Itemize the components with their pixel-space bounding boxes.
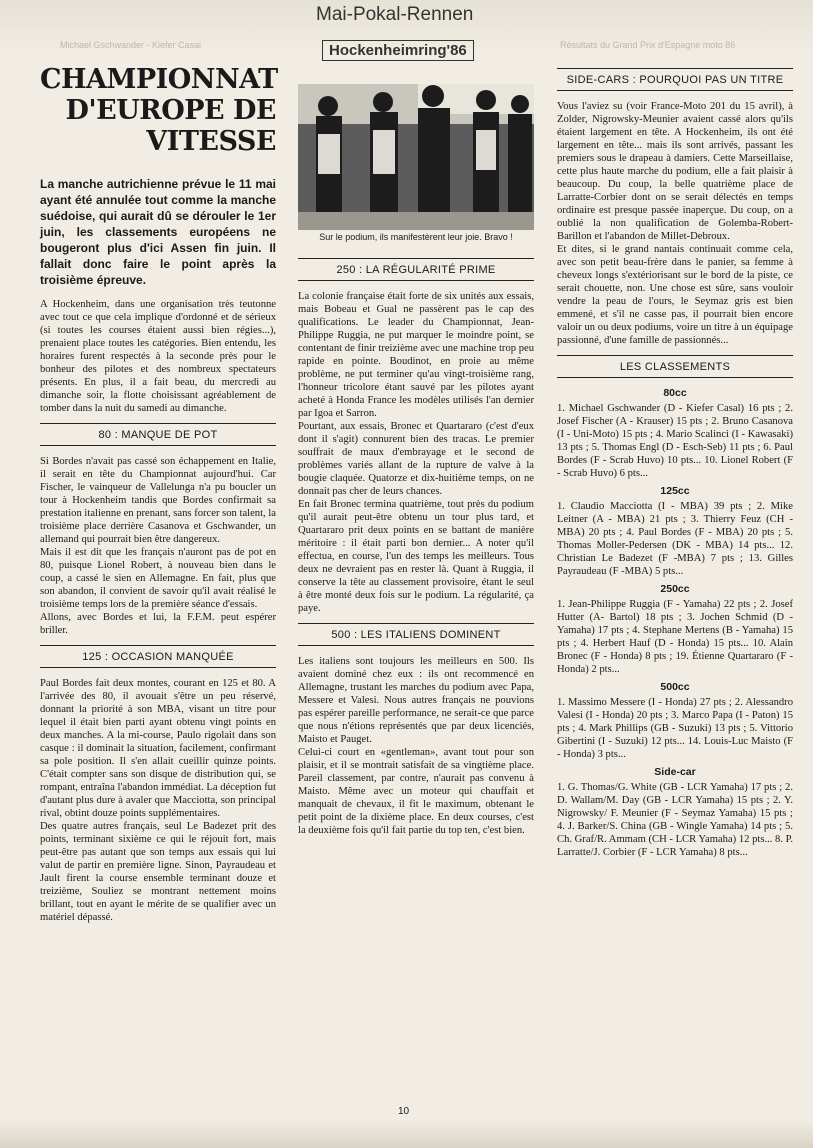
section-title-sidecar: SIDE-CARS : POURQUOI PAS UN TITRE [557,68,793,91]
paragraph-250-2: Pourtant, aux essais, Bronec et Quartararo (c'est d'eux dont il s'agit) connurent bien des tracas. Le premier souffrait de maux d'embrayage et le second de problèmes variés allant de la rupture de valve à la bougie claquée. Quatorze et dix-huitième temps, on ne donnait pas cher de leurs chances. [298,421,534,497]
photo-banner-subtitle: Hockenheimring'86 [322,40,474,61]
paragraph-500-2: Celui-ci court en «gentleman», avant tout pour son plaisir, et il se montrait satisfait de sa vingtième place. Pareil classement, par contre, n'aurait pas convenu à Maisto. Même avec un moteur qui chauffait et manquait de chevaux, il fit le maximum, obtenant le petit point de la dixième place. En deux courses, c'est la deuxième fois qu'il fait partie du top ten, c'est bien. [298,747,534,836]
paragraph-sidecar-1: Vous l'aviez su (voir France-Moto 201 du 15 avril), à Zolder, Nigrowsky-Meunier avaient cassé alors qu'ils étaient largement en tête. A Hockenheim, ils ont été largement en tête... mais ils sont arrivés, passant les premiers sous le drapeau à damiers. Cette Marseillaise, cette plus haute marche du podium, elle a fait plaisir à beaucoup. Du coup, la belle quatrième place de Larratte-Corbier dont on se serait délectés en temps ordinaire est presque passée inaperçue. Du coup, on a oublié la non qualification de Golemba-Robert-Barillon et l'abandon de Millet-Debroux. [557,101,793,242]
class-results-sidecar: 1. G. Thomas/G. White (GB - LCR Yamaha) 17 pts ; 2. D. Wallam/M. Day (GB - LCR Yamaha) 15 pts ; 2. Y. Nigrowsky/ F. Meunier (F - Seymaz Yamaha) 15 pts ; 4. J. Barker/S. China (GB - Wingle Yamaha) 14 pts ; 5. Ch. Graf/R. Ammam (CH - LCR Yamaha) 12 pts... 8. P. Larratte/J. Corbier (F - LCR Yamaha) 8 pts... [557,782,793,858]
class-label-500: 500cc [660,681,690,693]
class-results-125: 1. Claudio Macciotta (I - MBA) 39 pts ; 2. Mike Leitner (A - MBA) 21 pts ; 3. Thierry Feuz (CH - MBA) 20 pts ; 4. Paul Bordes (F - MBA) 20 pts ; 5. Thomas Moller-Pedersen (DK - MBA) 14 pts... 12. Christian Le Badezet (F -MBA) 7 pts ; 13. Gilles Payraudeau (F -MBA) 5 pts... [557,501,793,577]
section-title-classements: LES CLASSEMENTS [557,355,793,378]
class-results-250: 1. Jean-Philippe Ruggia (F - Yamaha) 22 pts ; 2. Josef Hutter (A- Bartol) 18 pts ; 3. Jochen Schmid (D - Yamaha) 17 pts ; 4. Stephane Mertens (B - Yamaha) 15 pts ; 4. Herbert Hauf (D - Honda) 15 pts... 10. Alain Bronec (F - Honda) 8 pts ; 19. Étienne Quartararo (F - Honda) 2 pts... [557,599,793,675]
class-label-80: 80cc [663,387,687,399]
paragraph-80-3: Allons, avec Bordes et lui, la F.F.M. peut espérer briller. [40,612,276,636]
section-title-125: 125 : OCCASION MANQUÉE [40,645,276,668]
paragraph-250-3: En fait Bronec termina quatrième, tout près du podium qu'il aurait peut-être obtenu un tour plus tard, et Quartararo prit deux points en se battant de manière méritoire : il était parti bon dernier... A noter qu'il effectua, en course, l'un des temps les meilleurs. Tous deux ne devraient pas en rester là. Quant à Ruggia, il conserve la tête au classement provisoire, étant le seul à être monté deux fois sur le podium. La régularité, ça paye. [298,499,534,614]
article-lead: La manche autrichienne prévue le 11 mai ayant été annulée tout comme la manche suédoise, qui aurait dû se dérouler le 1er juin, les classements européens ne bougeront plus d'ici Assen fin juin. Il fallait donc faire le point après la troisième épreuve. [40,177,276,287]
bleed-text-left: Michael Gschwander - Kiefer Casal [60,40,202,50]
paragraph-125-2: Des quatre autres français, seul Le Badezet prit des points, terminant sixième ce qui le réjouit fort, mais peut-être pas autant que son temps aux essais qui lui valut de partir en première ligne. Sinon, Payraudeau et Jault firent la course ensemble terminant douze et treizième, Souliez se montrant nettement moins brillant, tout en ayant le mérite de se qualifier avec un matériel dépassé. [40,821,276,923]
section-title-250: 250 : LA RÉGULARITÉ PRIME [298,258,534,281]
podium-photo [298,84,534,230]
bleed-text-right: Résultats du Grand Prix d'Espagne moto 86 [560,40,736,50]
paragraph-sidecar-2: Et dites, si le grand nantais continuait comme cela, avec son petit beau-frère dans le panier, sa femme à cheveux longs s'extériorisant sur le bord de la piste, ce serait chouette, non. Une chose est sûre, sans vouloir vendre la peau de l'ours, le Seymaz gris est bien emmené, et s'il ne casse pas, il pourrait bien encore valoir un ou deux podiums, voire un titre à un équipage passionné, d'une famille de passionnés... [557,244,793,346]
class-label-125: 125cc [660,485,690,497]
paragraph-80-2: Mais il est dit que les français n'auront pas de pot en 80, puisque Lionel Robert, à nouveau bien dans le coup, a cassé le sien en Allemagne. En fait, plus que son abandon, il convient de savoir qu'il avait réalisé le troisième temps lors de la première séance d'essais. [40,547,276,610]
photo-banner-title: Mai-Pokal-Rennen [316,4,474,25]
podium-photo-image [298,84,534,230]
column-3 [557,64,793,1104]
page-number: 10 [398,1106,410,1117]
column-2 [298,250,534,1100]
paragraph-125-1: Paul Bordes fait deux montes, courant en 125 et 80. A l'arrivée des 80, il avouait s'être un peu réservé, donnant la priorité à son MBA, visant un titre pour lequel il était bien parti ayant obtenu vingt points en deux manches. A la mi-course, Paulo rigolait dans son casque : il dominait la situation, facilement, confirmant sa pole position. Il s'en allait cueillir quinze points. C'était compter sans son disque de distribution qui, se rompant, entraîna l'abandon immédiat. La déception fut d'autant plus dure à avaler que Macciotta, son principal rival, obtint douze points supplémentaires. [40,678,276,819]
section-title-80: 80 : MANQUE DE POT [40,423,276,446]
photo-banner [298,0,534,84]
paragraph-80-1: Si Bordes n'avait pas cassé son échappement en Italie, il serait en tête du Championnat aujourd'hui. Car Fischer, le vainqueur de Vallelunga n'a pu boucler un tour à Hockenheim tandis que Bordes confirmait sa prestation italienne en prenant, sans forcer son talent, la troisième place derrière Casanova et Gschwander, un allemand qui pourrait bien être dangereux. [40,456,276,545]
paragraph-500-1: Les italiens sont toujours les meilleurs en 500. Ils avaient dominé chez eux : ils ont recommencé en Allemagne, trustant les marches du podium avec Papa, Messere et Valesi. Nous autres français ne pouvions pas espérer pareille performance, ne serait-ce que parce que nous n'étions représentés que par deux licenciés, Maisto et Pauget. [298,656,534,745]
photo-caption: Sur le podium, ils manifestèrent leur joie. Bravo ! [319,232,513,242]
class-results-80: 1. Michael Gschwander (D - Kiefer Casal) 16 pts ; 2. Josef Fischer (A - Krauser) 15 pts ; 2. Bruno Casanova (I - Uni-Moto) 15 pts ; 4. Mario Scalinci (I - Kawasaki) 13 pts ; 5. Thomas Engl (D - Esch-Seb) 11 pts ; 6. Paul Bordes (F - Scrab Huvo) 10 pts... 10. Lionel Robert (F - Scrab Huvo) 6 pts... [557,403,793,479]
paragraph-250-1: La colonie française était forte de six unités aux essais, mais Bobeau et Gual ne passèrent pas le cap des qualifications. Le leader du Championnat, Jean-Philippe Ruggia, ne put marquer le moindre point, se contentant de finir treizième avec une machine trop peu rapide en pointe. Boudinot, en proie au même problème, ne put terminer qu'au vingt-troisième rang, l'honneur tricolore étant sauvé par les pilotes ayant acheté à Honda France les modèles utilisés l'an dernier par Igoa et Sarron. [298,291,534,419]
page-edge-shadow [0,1120,813,1148]
section-title-500: 500 : LES ITALIENS DOMINENT [298,623,534,646]
class-label-sidecar: Side-car [654,766,696,778]
intro-paragraph: A Hockenheim, dans une organisation très teutonne avec tout ce que cela implique d'ordonné et de sérieux (si toutes les courses étaient aussi bien régies...), prenaient place toutes les catégories. Bien entendu, les horaires furent respectés à la seconde près pour le bonheur des pilotes et des nombreux spectateurs présents. En plus, il a fait beau, du mercredi au dimanche soir, la flotte choisissant agréablement de tomber dans la nuit du samedi au dimanche. [40,299,276,414]
article-headline: CHAMPIONNAT D'EUROPE DE VITESSE [40,64,278,157]
class-results-500: 1. Massimo Messere (I - Honda) 27 pts ; 2. Alessandro Valesi (I - Honda) 20 pts ; 3. Marco Papa (I - Paton) 15 pts ; 4. Mark Phillips (GB - Suzuki) 13 pts ; 5. Vittorio Gibertini (I - Suzuki) 12 pts... 14. Louis-Luc Maisto (F - Honda) 3 pts... [557,697,793,760]
class-label-250: 250cc [660,583,690,595]
column-1 [40,298,276,1118]
